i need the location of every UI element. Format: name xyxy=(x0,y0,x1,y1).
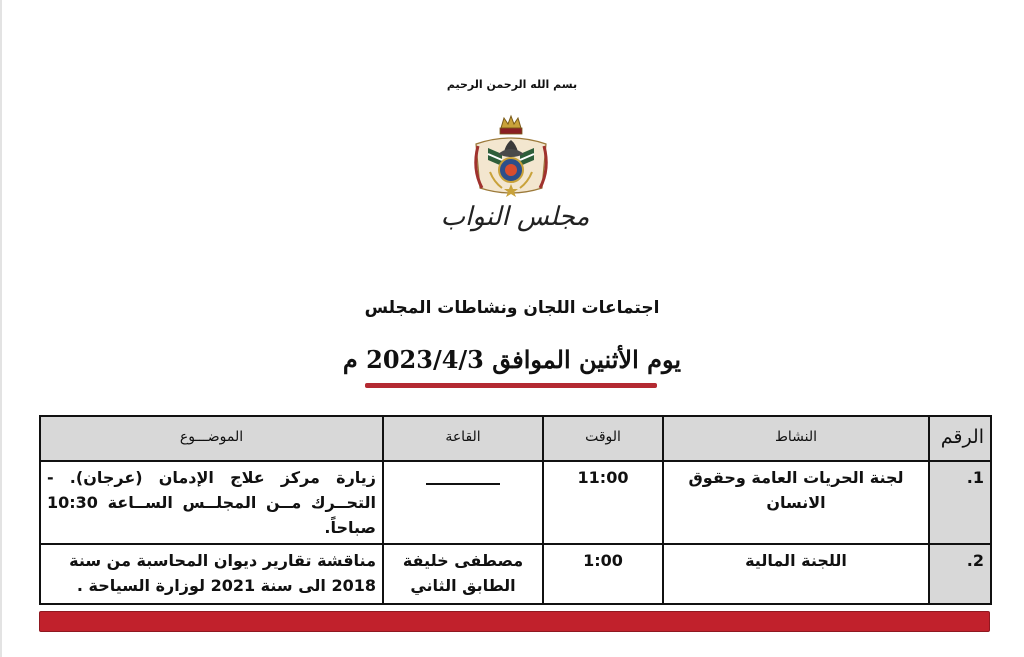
title-underline xyxy=(365,383,657,388)
table-row xyxy=(40,544,991,604)
page-edge-divider xyxy=(0,0,2,657)
row-activity: اللجنة المالية xyxy=(663,544,929,604)
blank-hall-line xyxy=(426,483,500,485)
table-header-row xyxy=(40,416,991,461)
row-activity: لجنة الحريات العامة وحقوق الانسان xyxy=(663,461,929,544)
basmala-text: بسم الله الرحمن الرحيم xyxy=(446,78,578,91)
row-subject: مناقشة تقارير ديوان المحاسبة من سنة 2018 الى سنة 2021 لوزارة السياحة . xyxy=(40,544,383,604)
row-hall: مصطفى خليفة الطابق الثاني xyxy=(383,544,543,604)
column-header-time: الوقت xyxy=(543,416,663,461)
row-time: 11:00 xyxy=(543,461,663,544)
jordan-coat-of-arms-icon xyxy=(468,114,554,198)
column-header-subject: الموضـــوع xyxy=(40,416,383,461)
row-number: 1. xyxy=(929,461,991,544)
column-header-hall: القاعة xyxy=(383,416,543,461)
row-time: 1:00 xyxy=(543,544,663,604)
column-header-activity: النشاط xyxy=(663,416,929,461)
column-header-number: الرقم xyxy=(929,416,991,461)
schedule-table xyxy=(39,415,992,605)
page-subtitle: اجتماعات اللجان ونشاطات المجلس xyxy=(364,298,660,318)
row-number: 2. xyxy=(929,544,991,604)
parliament-signature: مجلس النواب xyxy=(440,202,590,232)
row-subject: زيارة مركز علاج الإدمان (عرجان). - التحــرك مــن المجلــس الســاعة 10:30 صباحاً. xyxy=(40,461,383,544)
page-title: يوم الأثنين الموافق 2023/4/3 م xyxy=(342,345,682,374)
footer-accent-bar xyxy=(39,611,990,632)
row-hall xyxy=(383,461,543,544)
table-row xyxy=(40,461,991,544)
